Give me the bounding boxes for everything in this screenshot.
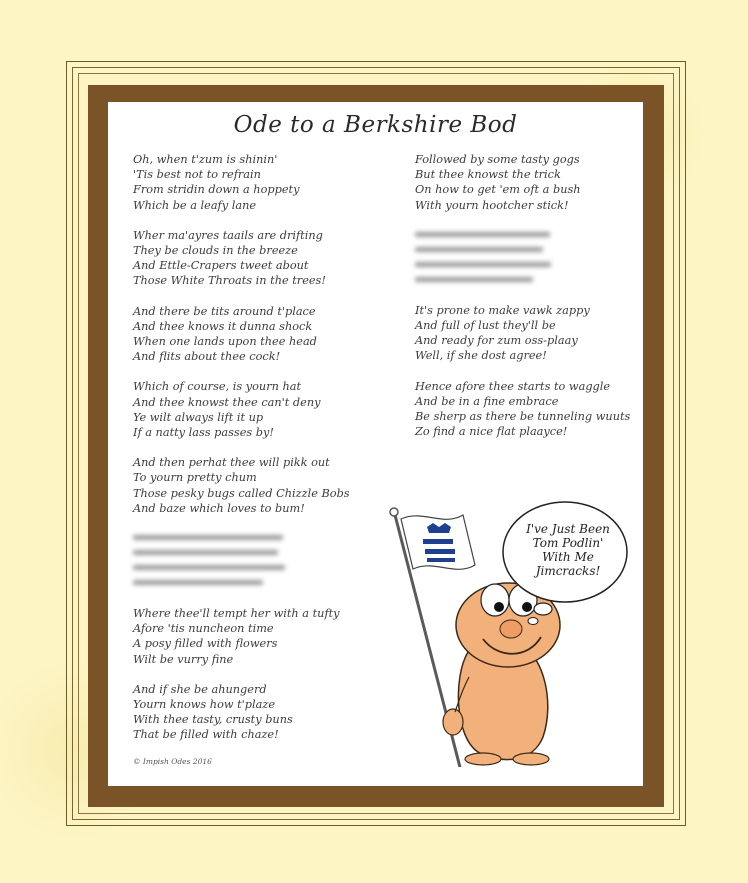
poem-line: Those pesky bugs called Chizzle Bobs bbox=[133, 486, 350, 500]
poem-line: And flits about thee cock! bbox=[133, 350, 281, 364]
poem-line: And Ettle-Crapers tweet about bbox=[133, 259, 309, 273]
character-nose bbox=[500, 620, 522, 638]
stanza bbox=[133, 304, 383, 365]
poem-line: A posy filled with flowers bbox=[133, 637, 278, 651]
speech-bubble-line: With Me bbox=[542, 550, 594, 564]
stanza bbox=[133, 606, 383, 667]
poem-line: Well, if she dost agree! bbox=[415, 349, 547, 363]
character-foot bbox=[513, 753, 549, 765]
stanza bbox=[415, 379, 640, 440]
speech-bubble-text bbox=[508, 522, 628, 578]
poem-line: Wilt be vurry fine bbox=[133, 652, 234, 666]
left-column bbox=[133, 152, 383, 758]
poem-line: With thee tasty, crusty buns bbox=[133, 713, 293, 727]
character-foot bbox=[465, 753, 501, 765]
stanza bbox=[133, 152, 383, 213]
poem-line: When one lands upon thee head bbox=[133, 335, 317, 349]
character-hand bbox=[443, 709, 463, 735]
poem-line: With yourn hootcher stick! bbox=[415, 198, 569, 212]
flag-pole-tip bbox=[390, 508, 398, 516]
poem-line: And full of lust they'll be bbox=[415, 319, 556, 333]
stanza bbox=[133, 682, 383, 743]
poem-line: From stridin down a hoppety bbox=[133, 183, 300, 197]
poem-line: But thee knowst the trick bbox=[415, 168, 561, 182]
stanza bbox=[415, 152, 640, 213]
stanza bbox=[133, 379, 383, 440]
poem-line: And thee knowst thee can't deny bbox=[133, 395, 321, 409]
speech-bubble-dot bbox=[528, 618, 538, 625]
poem-line: If a natty lass passes by! bbox=[133, 426, 274, 440]
poem-line: And then perhat thee will pikk out bbox=[133, 456, 330, 470]
poem-line: Ye wilt always lift it up bbox=[133, 410, 264, 424]
flag-stripe bbox=[427, 558, 455, 562]
blurred-stanza-placeholder bbox=[415, 228, 555, 288]
poem-line: And if she be ahungerd bbox=[133, 682, 267, 696]
character-eye bbox=[481, 584, 509, 616]
poem-line: Oh, when t'zum is shinin' bbox=[133, 153, 278, 166]
speech-bubble-dot bbox=[534, 603, 552, 615]
poem-line: And ready for zum oss-plaay bbox=[415, 334, 578, 348]
poem-line: Wher ma'ayres taails are drifting bbox=[133, 228, 323, 242]
poem-line: And baze which loves to bum! bbox=[133, 501, 305, 515]
speech-bubble-line: Tom Podlin' bbox=[532, 536, 604, 550]
flag-stripe bbox=[425, 549, 455, 554]
poem-line: Yourn knows how t'plaze bbox=[133, 698, 275, 712]
flag-stripe bbox=[423, 539, 453, 544]
poem-line: Be sherp as there be tunneling wuuts bbox=[415, 410, 631, 424]
poem-line: Where thee'll tempt her with a tufty bbox=[133, 607, 340, 621]
blurred-stanza bbox=[415, 228, 640, 288]
copyright-notice: © Impish Odes 2016 bbox=[133, 757, 212, 766]
poem-line: Which be a leafy lane bbox=[133, 198, 257, 212]
right-column bbox=[415, 152, 640, 454]
stanza bbox=[415, 303, 640, 364]
poem-line: To yourn pretty chum bbox=[133, 471, 257, 485]
poem-line: They be clouds in the breeze bbox=[133, 244, 298, 258]
poem-line: It's prone to make vawk zappy bbox=[415, 303, 590, 317]
poem-line: That be filled with chaze! bbox=[133, 728, 279, 742]
poem-line: Followed by some tasty gogs bbox=[415, 153, 580, 166]
poem-line: Those White Throats in the trees! bbox=[133, 274, 326, 288]
poem-line: Hence afore thee starts to waggle bbox=[415, 379, 611, 393]
poem-line: Afore 'tis nuncheon time bbox=[133, 622, 274, 636]
poem-line: Which of course, is yourn hat bbox=[133, 380, 302, 394]
blurred-stanza-placeholder bbox=[133, 531, 293, 591]
poem-line: 'Tis best not to refrain bbox=[133, 168, 261, 182]
poem-line: On how to get 'em oft a bush bbox=[415, 183, 581, 197]
character-pupil bbox=[494, 602, 504, 612]
poem-line: And there be tits around t'place bbox=[133, 304, 316, 318]
character-pupil bbox=[522, 602, 532, 612]
speech-bubble-line: Jimcracks! bbox=[535, 564, 601, 578]
poem-title: Ode to a Berkshire Bod bbox=[233, 112, 518, 138]
stanza bbox=[133, 228, 383, 289]
speech-bubble-line: I've Just Been bbox=[526, 522, 610, 536]
poem-line: Zo find a nice flat plaayce! bbox=[415, 425, 568, 439]
poem-paper bbox=[108, 102, 643, 786]
stanza bbox=[133, 455, 383, 516]
blurred-stanza bbox=[133, 531, 383, 591]
poem-line: And thee knows it dunna shock bbox=[133, 319, 313, 333]
poem-line: And be in a fine embrace bbox=[415, 394, 559, 408]
